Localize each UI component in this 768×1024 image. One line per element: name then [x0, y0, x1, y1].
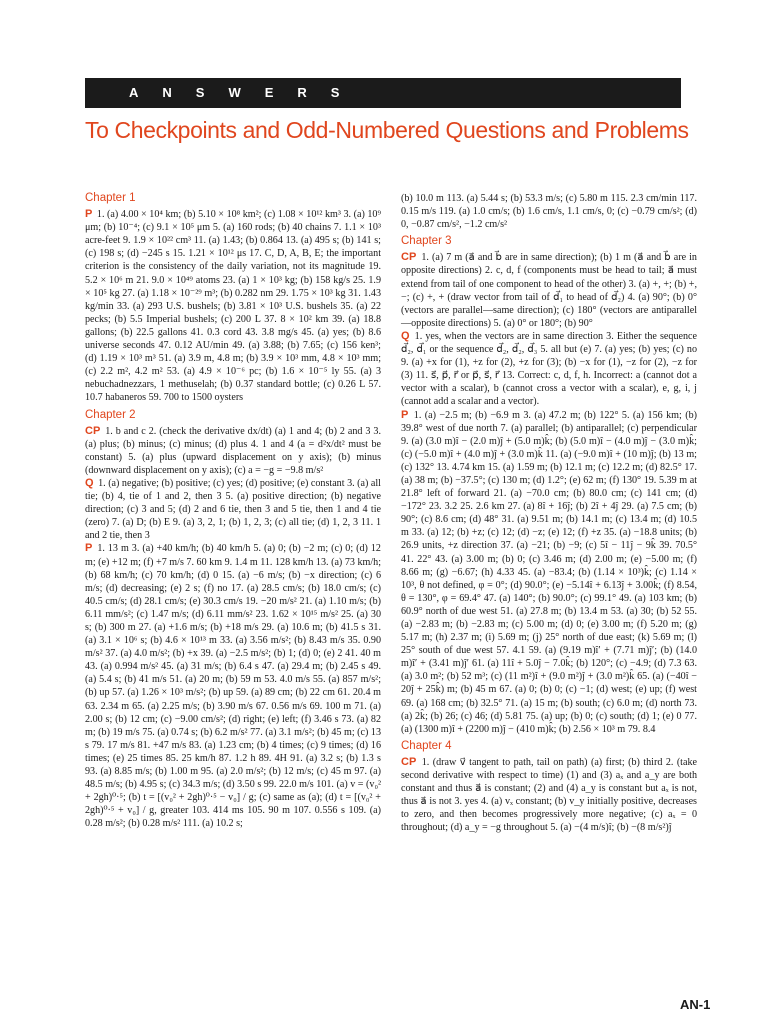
section-label: CP [401, 251, 417, 264]
page-number: AN-1 [680, 997, 711, 1012]
answer-text: 1. (draw v⃗ tangent to path, tail on path) (a) first; (b) third 2. (take second derivative with respect to time) (1) and (3) aₓ and a_y are both constant and thus a⃗ is constant; (2) and (4) a_y is constant but aₓ is not, thus a⃗ is not 3. yes 4. (a) vₓ constant; (b) v_y initially positive, decreases to zero, and then becomes progressively more negative; (c) aₓ = 0 throughout; (d) a_y = −g throughout 5. (a) −(4 m/s)î; (b) −(8 m/s²)ĵ [401, 756, 697, 834]
answer-paragraph [401, 330, 697, 409]
answer-text: 1. (a) 4.00 × 10⁴ km; (b) 5.10 × 10⁸ km²; (c) 1.08 × 10¹² km³ 3. (a) 10⁹ μm; (b) 10⁻⁴; (c) 9.1 × 10⁵ μm 5. (a) 160 rods; (b) 40 chains 7. 1.1 × 10³ acre-feet 9. 1.9 × 10²² cm³ 11. (a) 1.43; (b) 0.864 13. (a) 495 s; (b) 141 s; (c) 198 s; (d) −245 s 15. 1.21 × 10¹² μs 17. C, D, A, B, E; the important criterion is the consistency of the daily variation, not its magnitude 19. 5.2 × 10⁶ m 21. 9.0 × 10⁴⁹ atoms 23. (a) 1 × 10³ kg; (b) 158 kg/s 25. 1.9 × 10⁵ kg 27. (a) 1.18 × 10⁻²⁹ m³; (b) 0.282 nm 29. 1.75 × 10³ kg 31. 1.43 kg/min 33. (a) 293 U.S. bushels; (b) 3.81 × 10³ U.S. bushels 35. (a) 22 pecks; (b) 5.5 Imperial bushels; (c) 200 L 37. 8 × 10² km 39. (a) 18.8 gallons; (b) 22.5 gallons 41. 0.3 cord 43. 3.8 mg/s 45. (a) yes; (b) 8.6 universe seconds 47. 0.12 AU/min 49. (a) 3.88; (b) 7.65; (c) 156 ken³; (d) 1.19 × 10³ m³ 51. (a) 3.9 m, 4.8 m; (b) 3.9 × 10³ mm, 4.8 × 10³ mm; (c) 2.2 m², 4.2 m² 53. (a) 4.9 × 10⁻⁶ pc; (b) 1.6 × 10⁻⁵ ly 55. (a) 3 nebuchadnezzars, 1 methuselah; (b) 0.37 standard bottle; (c) 0.26 L 57. 10.7 habaneros 59. 700 to 1500 oysters [85, 209, 381, 404]
answers-banner: ANSWERS [85, 78, 681, 108]
answer-paragraph [401, 251, 697, 330]
page-title: To Checkpoints and Odd-Numbered Questions and Problems [85, 117, 689, 143]
answer-paragraph [85, 542, 381, 830]
answer-paragraph [85, 425, 381, 477]
section-label: Q [401, 329, 410, 342]
answer-text: (b) 10.0 m 113. (a) 5.44 s; (b) 53.3 m/s; (c) 5.80 m 115. 2.3 cm/min 117. 0.15 m/s 119. (a) 1.0 cm/s; (b) 1.6 cm/s, 1.1 cm/s, 0; (c) −0.79 cm/s²; (d) 0, −0.87 cm/s², −1.2 cm/s² [401, 193, 697, 231]
section-label: P [401, 408, 409, 421]
answer-paragraph [401, 192, 697, 231]
left-column [85, 192, 381, 831]
answer-paragraph [401, 756, 697, 835]
right-column [401, 192, 697, 835]
answer-text: 1. (a) 7 m (a⃗ and b⃗ are in same direction); (b) 1 m (a⃗ and b⃗ are in opposite directions) 2. c, d, f (components must be head to tail; a⃗ must extend from tail of one component to head of the other) 3. (a) +, +; (b) +, −; (c) +, + (draw vector from tail of d⃗₁ to head of d⃗₂) 4. (a) 90°; (b) 0° (vectors are parallel—same direction); (c) 180° (vectors are antiparallel—opposite directions) 5. (a) 0° or 180°; (b) 90° [401, 252, 697, 329]
section-label: P [85, 208, 93, 221]
section-label: CP [85, 424, 101, 437]
answer-text: 1. b and c 2. (check the derivative dx/dt) (a) 1 and 4; (b) 2 and 3 3. (a) plus; (b) minus; (c) minus; (d) plus 4. 1 and 4 (a = d²x/dt² must be constant) 5. (a) plus (upward displacement on y axis); (b) minus (downward displacement on y axis); (c) a = −g = −9.8 m/s² [85, 425, 381, 476]
chapter-heading: Chapter 2 [85, 408, 136, 421]
answer-paragraph [401, 409, 697, 736]
answer-text: 1. yes, when the vectors are in same direction 3. Either the sequence d⃗₂, d⃗₁ or the sequence d⃗₂, d⃗₂, d⃗₃ 5. all but (e) 7. (a) yes; (b) yes; (c) no 9. (a) +x for (1), +z for (2), +z for (3); (b) −x for (1), −z for (2), −z for (3) 11. s⃗, p⃗, r⃗ or p⃗, s⃗, r⃗ 13. Correct: c, d, f, h. Incorrect: a (cannot dot a vector with a scalar), b (cannot cross a vector with a scalar), e, g, i, j (cannot add a scalar and a vector). [401, 330, 697, 408]
answer-text: 1. (a) −2.5 m; (b) −6.9 m 3. (a) 47.2 m; (b) 122° 5. (a) 156 km; (b) 39.8° west of due north 7. (a) parallel; (b) antiparallel; (c) perpendicular 9. (a) (3.0 m)î − (2.0 m)ĵ + (5.0 m)k̂; (b) (5.0 m)î − (4.0 m)ĵ − (3.0 m)k̂; (c) (−5.0 m)î + (4.0 m)ĵ + (3.0 m)k̂ 11. (a) (−9.0 m)î + (10 m)ĵ; (b) 13 m; (c) 132° 13. 4.74 km 15. (a) 1.59 m; (b) 12.1 m; (c) 12.2 m; (d) 82.5° 17. (a) 38 m; (b) −37.5°; (c) 130 m; (d) 1.2°; (e) 62 m; (f) 130° 19. 5.39 m at 21.8° left of forward 21. (a) −70.0 cm; (b) 80.0 cm; (c) 141 cm; (d) −172° 23. 3.2 25. 2.6 km 27. (a) 8î + 16ĵ; (b) 2î + 4ĵ 29. (a) 7.5 cm; (b) 90°; (c) 8.6 cm; (d) 48° 31. (a) 9.51 m; (b) 14.1 m; (c) 13.4 m; (d) 10.5 m 33. (a) 12; (b) +z; (c) 12; (d) −z; (e) 12; (f) +z 35. (a) −18.8 units; (b) 26.9 units, +z direction 37. (a) −21; (b) −9; (c) 5î − 11ĵ − 9k̂ 39. 70.5° 41. 22° 43. (a) 3.00 m; (b) 0; (c) 3.46 m; (d) 2.00 m; (e) −5.00 m; (f) 8.66 m; (g) −6.67; (h) 4.33 45. (a) −83.4; (b) (1.14 × 10³)k̂; (c) 1.14 × 10³, θ not defined, φ = 0°; (d) 90.0°; (e) −5.14î + 6.13ĵ + 3.00k̂; (f) 8.54, θ = 130°, φ = 69.4° 47. (a) 140°; (b) 90.0°; (c) 99.1° 49. (a) 103 km; (b) 60.9° north of due west 51. (a) 27.8 m; (b) 13.4 m 53. (a) 30; (b) 52 55. (a) −2.83 m; (b) −2.83 m; (c) 5.00 m; (d) 0; (e) 3.00 m; (f) 5.20 m; (g) 5.17 m; (h) 2.37 m; (i) 5.69 m; (j) 25° north of due east; (k) 5.69 m; (l) 25° south of due west 57. 4.1 59. (a) (9.19 m)î′ + (7.71 m)ĵ′; (b) (14.0 m)î′ + (3.41 m)ĵ′ 61. (a) 11î + 5.0ĵ − 7.0k̂; (b) 120°; (c) −4.9; (d) 7.3 63. (a) 3.0 m²; (b) 52 m³; (c) (11 m²)î + (9.0 m²)ĵ + (3.0 m²)k̂ 65. (a) (−40î − 20ĵ + 25k̂) m; (b) 45 m 67. (a) 0; (b) 0; (c) −1; (d) west; (e) up; (f) west 69. (a) 168 cm; (b) 32.5° 71. (a) 15 m; (b) south; (c) 6.0 m; (d) north 73. (a) 2k̂; (b) 26; (c) 46; (d) 5.81 75. (a) up; (b) 0; (c) south; (d) 1; (e) 0 77. (a) (1300 m)î + (2200 m)ĵ − (410 m)k̂; (b) 2.56 × 10³ m 79. 8.4 [401, 409, 697, 735]
section-label: CP [401, 755, 417, 768]
chapter-heading: Chapter 3 [401, 235, 452, 248]
section-label: Q [85, 476, 94, 489]
chapter-heading: Chapter 1 [85, 192, 136, 204]
answer-paragraph [85, 477, 381, 542]
section-label: P [85, 542, 93, 555]
answer-text: 1. 13 m 3. (a) +40 km/h; (b) 40 km/h 5. (a) 0; (b) −2 m; (c) 0; (d) 12 m; (e) +12 m; (f) +7 m/s 7. 60 km 9. 1.4 m 11. 128 km/h 13. (a) 73 km/h; (b) 68 km/h; (c) 70 km/h; (d) 0 15. (a) −6 m/s; (b) −x direction; (c) 6 m/s; (d) decreasing; (e) 2 s; (f) no 17. (a) 28.5 cm/s; (b) 18.0 cm/s; (c) 40.5 cm/s; (d) 28.1 cm/s; (e) 30.3 cm/s 19. −20 m/s² 21. (a) 1.10 m/s; (b) 6.11 mm/s²; (c) 1.47 m/s; (d) 6.11 mm/s² 23. 1.62 × 10¹⁵ m/s² 25. (a) 30 s; (b) 300 m 27. (a) +1.6 m/s; (b) +18 m/s 29. (a) 10.6 m; (b) 41.5 s 31. (a) 3.1 × 10⁶ s; (b) 4.6 × 10¹³ m 33. (a) 3.56 m/s²; (b) 8.43 m/s 35. 0.90 m/s² 37. (a) 4.0 m/s²; (b) +x 39. (a) −2.5 m/s²; (b) 1; (d) 0; (e) 2 41. 40 m 43. (a) 0.994 m/s² 45. (a) 31 m/s; (b) 6.4 s 47. (a) 29.4 m; (b) 2.45 s 49. (a) 5.4 s; (b) 41 m/s 51. (a) 20 m; (b) 59 m 53. 4.0 m/s 55. (a) 857 m/s²; (b) up 57. (a) 1.26 × 10³ m/s²; (b) up 59. (a) 89 cm; (b) 22 cm 61. 20.4 m 63. 2.34 m 65. (a) 2.25 m/s; (b) 3.90 m/s 67. 0.56 m/s 69. 100 m 71. (a) 2.00 s; (b) 12 cm; (c) −9.00 cm/s²; (d) right; (e) left; (f) 3.46 s 73. (a) 82 m; (b) 19 m/s 75. (a) 0.74 s; (b) 6.2 m/s² 77. (a) 3.1 m/s²; (b) 45 m; (c) 13 s 79. 17 m/s 81. +47 m/s 83. (a) 1.23 cm; (b) 4 times; (c) 9 times; (d) 16 times; (e) 25 times 85. 25 km/h 87. 1.2 h 89. 4H 91. (a) 3.2 s; (b) 1.3 s 93. (a) 8.85 m/s; (b) 1.00 m 95. (a) 2.0 m/s²; (b) 12 m/s; (c) 45 m 97. (a) 48.5 m/s; (b) 4.95 s; (c) 34.3 m/s; (d) 3.50 s 99. 22.0 m/s 101. (a) v = (v₀² + 2gh)⁰·⁵; (b) t = [(v₀² + 2gh)⁰·⁵ − v₀] / g; (c) same as (a); (d) t = [(v₀² + 2gh)⁰·⁵ + v₀] / g, greater 103. 414 ms 105. 90 m 107. 0.556 s 109. (a) 0.28 m/s²; (b) 0.28 m/s² 111. (a) 10.2 s; [85, 543, 381, 830]
answer-text: 1. (a) negative; (b) positive; (c) yes; (d) positive; (e) constant 3. (a) all tie; (b) 4, tie of 1 and 2, then 3 5. (a) positive direction; (b) negative direction; (c) 3 and 5; (d) 2 and 6 tie, then 3 and 5 tie, then 1 and 4 tie (zero) 7. (a) D; (b) E 9. (a) 3, 2, 1; (b) 1, 2, 3; (c) all tie; (d) 1, 2, 3 11. 1 and 2 tie, then 3 [85, 477, 381, 542]
answer-paragraph [85, 208, 381, 404]
chapter-heading: Chapter 4 [401, 739, 452, 752]
